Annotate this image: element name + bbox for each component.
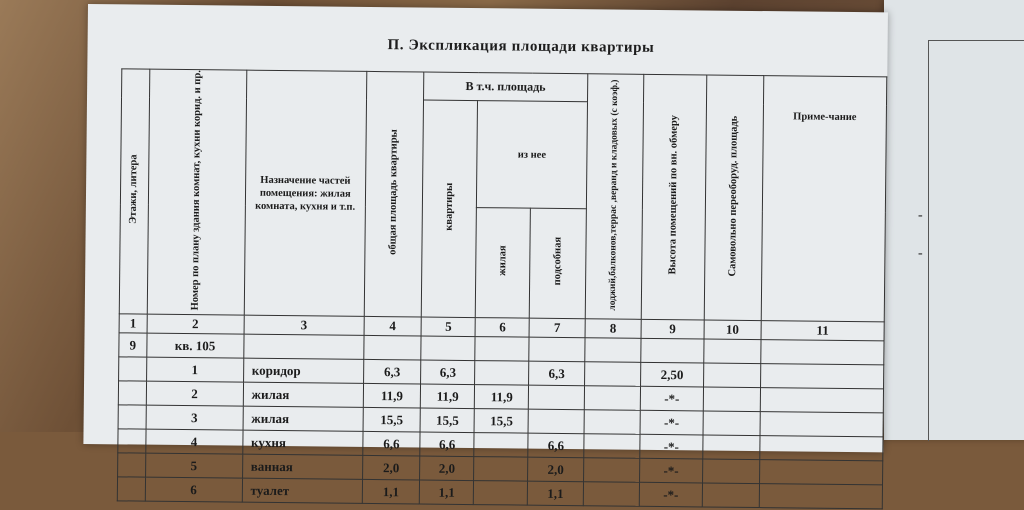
header-incl-area: В т.ч. площадь bbox=[424, 72, 588, 102]
cell-living-area bbox=[474, 481, 528, 506]
header-loggias: лоджий,балконов,террас ,веранд и кладовых (с коэф.) bbox=[585, 74, 644, 320]
document-page bbox=[83, 4, 888, 502]
cell-number: 1 bbox=[146, 357, 243, 382]
cell-number: 3 bbox=[146, 405, 243, 430]
cell-unauthorized bbox=[702, 483, 760, 508]
apartment-cell: кв. 105 bbox=[146, 333, 243, 358]
cell-floor bbox=[118, 405, 146, 429]
cell-total-area: 2,0 bbox=[362, 456, 420, 481]
header-total-area: общая площадь квартиры bbox=[364, 71, 424, 317]
cell-height: -*- bbox=[640, 435, 703, 460]
cell-note bbox=[760, 436, 883, 461]
cell-height: 2,50 bbox=[641, 363, 704, 388]
cell-loggia bbox=[584, 386, 641, 411]
cell-living-area: 11,9 bbox=[475, 385, 529, 410]
cell-floor bbox=[118, 429, 146, 453]
col-number: 5 bbox=[421, 317, 475, 337]
cell-number: 2 bbox=[146, 381, 243, 406]
cell-auxiliary-area: 6,6 bbox=[528, 433, 583, 458]
cell-loggia bbox=[583, 434, 640, 459]
col-number: 7 bbox=[529, 318, 584, 338]
cell-apartment-area: 15,5 bbox=[420, 408, 474, 433]
cell-loggia bbox=[583, 482, 640, 507]
cell-height: -*- bbox=[640, 483, 703, 508]
col-number: 4 bbox=[364, 317, 422, 337]
cell-apartment-area: 11,9 bbox=[420, 384, 474, 409]
cell-loggia bbox=[584, 362, 641, 387]
cell-room-name: ванная bbox=[242, 454, 362, 479]
cell-apartment-area: 2,0 bbox=[420, 456, 474, 481]
cell-living-area bbox=[475, 361, 529, 386]
header-auxiliary: подсобная bbox=[530, 208, 586, 319]
cell-apartment-area: 1,1 bbox=[419, 480, 473, 505]
adjacent-page-frame bbox=[928, 40, 1024, 441]
header-living: жилая bbox=[476, 208, 531, 319]
cell-height: -*- bbox=[640, 459, 703, 484]
page-title: П. Экспликация площади квартиры bbox=[387, 37, 655, 56]
header-apartment: квартиры bbox=[421, 100, 477, 318]
col-number: 3 bbox=[244, 315, 364, 335]
floor-cell: 9 bbox=[119, 333, 147, 357]
cell-auxiliary-area bbox=[529, 385, 584, 410]
cell-room-name: коридор bbox=[243, 358, 363, 383]
explication-table bbox=[117, 68, 887, 509]
header-unauthorized: Самовольно переоборуд. площадь bbox=[704, 75, 764, 321]
col-number: 1 bbox=[119, 314, 147, 333]
cell-height: -*- bbox=[640, 411, 703, 436]
cell-room-name: жилая bbox=[243, 382, 363, 407]
cell-living-area bbox=[474, 457, 528, 482]
cell-note bbox=[759, 460, 882, 485]
cell-auxiliary-area: 1,1 bbox=[528, 481, 583, 506]
header-of-which: из нее bbox=[477, 101, 587, 209]
cell-note bbox=[759, 484, 882, 509]
header-floors: Этажи, литера bbox=[119, 69, 149, 314]
side-mark: - bbox=[918, 246, 923, 261]
cell-apartment-area: 6,3 bbox=[421, 360, 475, 385]
col-number: 10 bbox=[704, 320, 762, 340]
cell-total-area: 11,9 bbox=[363, 384, 421, 409]
cell-note bbox=[760, 364, 883, 389]
cell-number: 4 bbox=[145, 429, 242, 454]
cell-total-area: 1,1 bbox=[362, 480, 420, 505]
cell-living-area: 15,5 bbox=[474, 409, 528, 434]
col-number: 8 bbox=[585, 319, 642, 339]
cell-unauthorized bbox=[702, 435, 760, 460]
cell-unauthorized bbox=[703, 363, 761, 388]
cell-apartment-area: 6,6 bbox=[420, 432, 474, 457]
header-purpose: Назначение частей помещения: жилая комната, кухня и т.п. bbox=[244, 70, 367, 316]
cell-height: -*- bbox=[641, 387, 704, 412]
cell-number: 5 bbox=[145, 453, 242, 478]
col-number: 9 bbox=[641, 320, 703, 340]
cell-floor bbox=[118, 453, 146, 477]
cell-room-name: туалет bbox=[242, 478, 362, 503]
cell-auxiliary-area bbox=[528, 409, 583, 434]
col-number: 6 bbox=[475, 318, 529, 338]
header-plan-number: Номер по плану здания комнат, кухни корид. и пр. bbox=[147, 69, 247, 315]
cell-room-name: кухня bbox=[242, 430, 362, 455]
cell-note bbox=[760, 412, 883, 437]
cell-total-area: 6,3 bbox=[363, 360, 421, 385]
cell-auxiliary-area: 2,0 bbox=[528, 457, 583, 482]
cell-floor bbox=[119, 357, 147, 381]
cell-unauthorized bbox=[703, 411, 761, 436]
cell-unauthorized bbox=[702, 459, 760, 484]
cell-note bbox=[760, 388, 883, 413]
cell-number: 6 bbox=[145, 477, 242, 502]
cell-auxiliary-area: 6,3 bbox=[529, 361, 584, 386]
adjacent-page bbox=[884, 0, 1024, 440]
header-note: Приме-чание bbox=[761, 76, 887, 322]
cell-total-area: 15,5 bbox=[363, 408, 421, 433]
cell-floor bbox=[118, 381, 146, 405]
cell-room-name: жилая bbox=[243, 406, 363, 431]
cell-loggia bbox=[584, 410, 641, 435]
cell-loggia bbox=[583, 458, 640, 483]
cell-total-area: 6,6 bbox=[363, 432, 421, 457]
side-mark: - bbox=[918, 208, 923, 223]
header-height: Высота помещений по вн. обмеру bbox=[642, 74, 707, 320]
cell-floor bbox=[117, 477, 145, 501]
cell-living-area bbox=[474, 433, 528, 458]
cell-unauthorized bbox=[703, 387, 761, 412]
col-number: 2 bbox=[147, 314, 244, 334]
col-number: 11 bbox=[761, 321, 884, 341]
